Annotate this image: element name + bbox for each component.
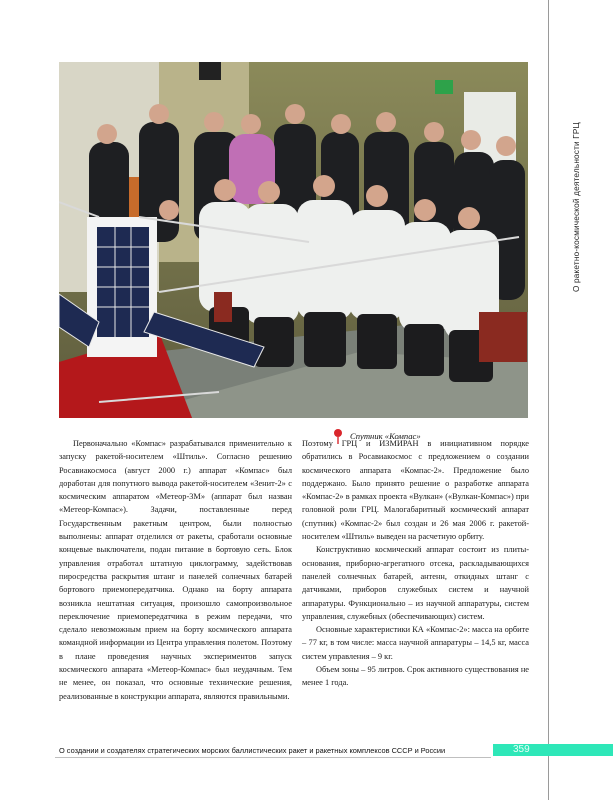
side-title [560, 40, 581, 300]
group-photo [59, 62, 528, 418]
paragraph: Конструктивно космический аппарат состоит из плиты-основания, приборно-агрегатного отсека, раскладывающихся панелей солнечных батарей, антенн, откидных штанг с датчиками, приборов служебных систем и научной аппаратуры. Функционально – из научной аппаратуры, систем управления, служебных (обеспечивающих) систем. [302, 545, 529, 621]
side-title-text: О ракетно-космической деятельности ГРЦ [572, 122, 581, 292]
paragraph: Объем зоны – 95 литров. Срок активного существования не менее 1 года. [302, 665, 529, 688]
footer-text: О создании и создателях стратегических морских баллистических ракет и ракетных комплексов СССР и России [59, 746, 446, 755]
caption-text: Спутник «Компас» [350, 431, 421, 441]
right-column [302, 437, 529, 690]
paragraph: Первоначально «Компас» разрабатывался применительно к запуску ракетой-носителем «Штиль». Согласно решению Росавиакосмоса (август 2000 г.) аппарат «Компас» был доработан для попутного вывода ракетой-носителем «Зенит-2» с космическим аппаратом «Метеор-3М» (аппарат был назван «Метеор-Компас»). Задачи, поставленные перед Государственным ракетным центром, были полностью выполнены: аппарат отделился от ракеты, сработали основные концевые выключатели, подан питание в бортовую сеть. Блок управления отработал штатную циклограмму, задействовав пиросредства раскрытия штанг и панелей солнечных батарей бортового приемопередатчика. Однако на борту аппарата возникла нештатная ситуация, произошло самопроизвольное переключение приемопередатчика в режим передачи, что сделало невозможным прием на борту космического аппарата командной информации из Центра управления полетом. Поэтому в плане проведения научных экспериментов запуск космического аппарата «Метеор-Компас» был неудачным. Тем не менее, он показал, что основные технические решения, реализованные в конструкции аппарата, являются правильными. [59, 439, 292, 701]
side-divider [548, 0, 549, 800]
left-column [59, 437, 292, 703]
paragraph: Поэтому ГРЦ и ИЗМИРАН в инициативном порядке обратились в Росавиакосмос с предложением о создании космического аппарата «Компас-2». Предложение было поддержано. Было принято решение о разработке аппарата «Компас-2» в рамках проекта «Вулкан» («Вулкан-Компас») при головной роли ГРЦ. Малогабаритный космический аппарат (спутник) «Компас-2» был создан и 26 мая 2006 г. ракетой-носителем «Штиль» выведен на расчетную орбиту. [302, 439, 529, 542]
paragraph: Основные характеристики КА «Компас-2»: масса на орбите – 77 кг, в том числе: масса научной аппаратуры – 14,5 кг, масса систем управления – 9 кг. [302, 625, 529, 661]
photo-illustration [59, 62, 528, 418]
footer-divider [55, 757, 491, 758]
page-number: 359 [493, 744, 613, 756]
